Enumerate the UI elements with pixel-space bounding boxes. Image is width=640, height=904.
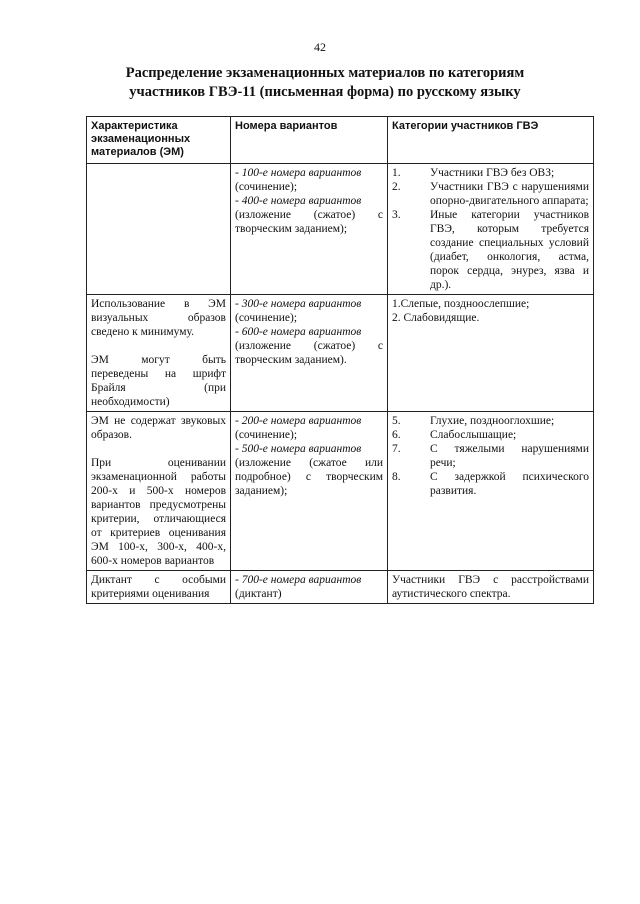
table-row	[87, 412, 594, 571]
item-number: 2.	[392, 181, 401, 193]
item-text: Иные категории участников ГВЭ, которым требуется создание специальных условий (диабет, онкология, астма, порок сердца, энурез, язва и др.).	[430, 209, 589, 291]
variant-description: (сочинение);	[235, 312, 298, 324]
list-item	[392, 180, 589, 208]
header-characteristic: Характеристика экзаменационных материалов (ЭМ)	[87, 117, 231, 164]
item-text: Глухие, позднооглохшие;	[430, 415, 555, 427]
item-number: 1.	[392, 167, 401, 179]
characteristic-text: При оценивании экзаменационной работы 200-х и 500-х номеров вариантов предусмотрены критерии, отличающиеся от критериев оценивания ЭМ 100-х, 300-х, 400-х, 600-х номеров вариантов	[91, 457, 226, 567]
variant-label: - 300-е номера вариантов	[235, 298, 362, 310]
variant-description: (сочинение);	[235, 181, 298, 193]
table-row	[87, 571, 594, 604]
list-item	[392, 442, 589, 470]
variant-description: (изложение (сжатое) с творческим заданием).	[235, 340, 383, 366]
variant-label: - 100-е номера вариантов	[235, 167, 362, 179]
item-text: Участники ГВЭ с нарушениями опорно-двигательного аппарата;	[430, 181, 589, 207]
variant-description: (изложение (сжатое или подробное) с творческим заданием);	[235, 457, 383, 497]
document-title	[90, 64, 560, 102]
page-number: 42	[314, 40, 326, 54]
characteristic-text: ЭМ могут быть переведены на шрифт Брайля (при необходимости)	[91, 354, 226, 408]
cell-variants	[231, 295, 388, 412]
table-row	[87, 295, 594, 412]
cell-characteristic	[87, 412, 231, 571]
list-item	[392, 208, 589, 292]
header-categories: Категории участников ГВЭ	[388, 117, 594, 164]
table-header-row	[87, 117, 594, 164]
item-number: 5.	[392, 415, 401, 427]
cell-characteristic	[87, 164, 231, 295]
variant-description: (диктант)	[235, 588, 282, 600]
list-item	[392, 470, 589, 498]
item-text: Участники ГВЭ без ОВЗ;	[430, 167, 555, 179]
list-item: 1.Слепые, поздноослепшие;	[392, 298, 530, 310]
characteristic-text: Диктант с особыми критериями оценивания	[91, 574, 226, 600]
variant-label: - 600-е номера вариантов	[235, 326, 362, 338]
item-number: 6.	[392, 429, 401, 441]
variant-label: - 400-е номера вариантов	[235, 195, 362, 207]
cell-variants	[231, 571, 388, 604]
variant-label: - 500-е номера вариантов	[235, 443, 362, 455]
item-number: 8.	[392, 471, 401, 483]
item-number: 3.	[392, 209, 401, 221]
characteristic-text: ЭМ не содержат звуковых образов.	[91, 415, 226, 441]
cell-categories	[388, 164, 594, 295]
item-number: 7.	[392, 443, 401, 455]
list-item	[392, 414, 589, 428]
cell-categories	[388, 295, 594, 412]
list-item: Участники ГВЭ с расстройствами аутистического спектра.	[392, 574, 589, 600]
cell-characteristic	[87, 571, 231, 604]
distribution-table	[86, 116, 594, 604]
variant-label: - 700-е номера вариантов	[235, 574, 362, 586]
cell-variants	[231, 412, 388, 571]
item-text: С тяжелыми нарушениями речи;	[430, 443, 589, 469]
cell-categories	[388, 412, 594, 571]
cell-variants	[231, 164, 388, 295]
title-line-1: Распределение экзаменационных материалов по категориям	[125, 65, 525, 81]
item-text: Слабослышащие;	[430, 429, 517, 441]
list-item	[392, 166, 589, 180]
cell-categories	[388, 571, 594, 604]
item-text: С задержкой психического развития.	[430, 471, 589, 497]
header-variants: Номера вариантов	[231, 117, 388, 164]
list-item	[392, 428, 589, 442]
variant-label: - 200-е номера вариантов	[235, 415, 362, 427]
cell-characteristic	[87, 295, 231, 412]
list-item: 2. Слабовидящие.	[392, 312, 480, 324]
table-row	[87, 164, 594, 295]
variant-description: (сочинение);	[235, 429, 298, 441]
characteristic-text: Использование в ЭМ визуальных образов сведено к минимуму.	[91, 298, 226, 338]
variant-description: (изложение (сжатое) с творческим заданием);	[235, 209, 383, 235]
title-line-2: участников ГВЭ-11 (письменная форма) по русскому языку	[129, 84, 521, 100]
